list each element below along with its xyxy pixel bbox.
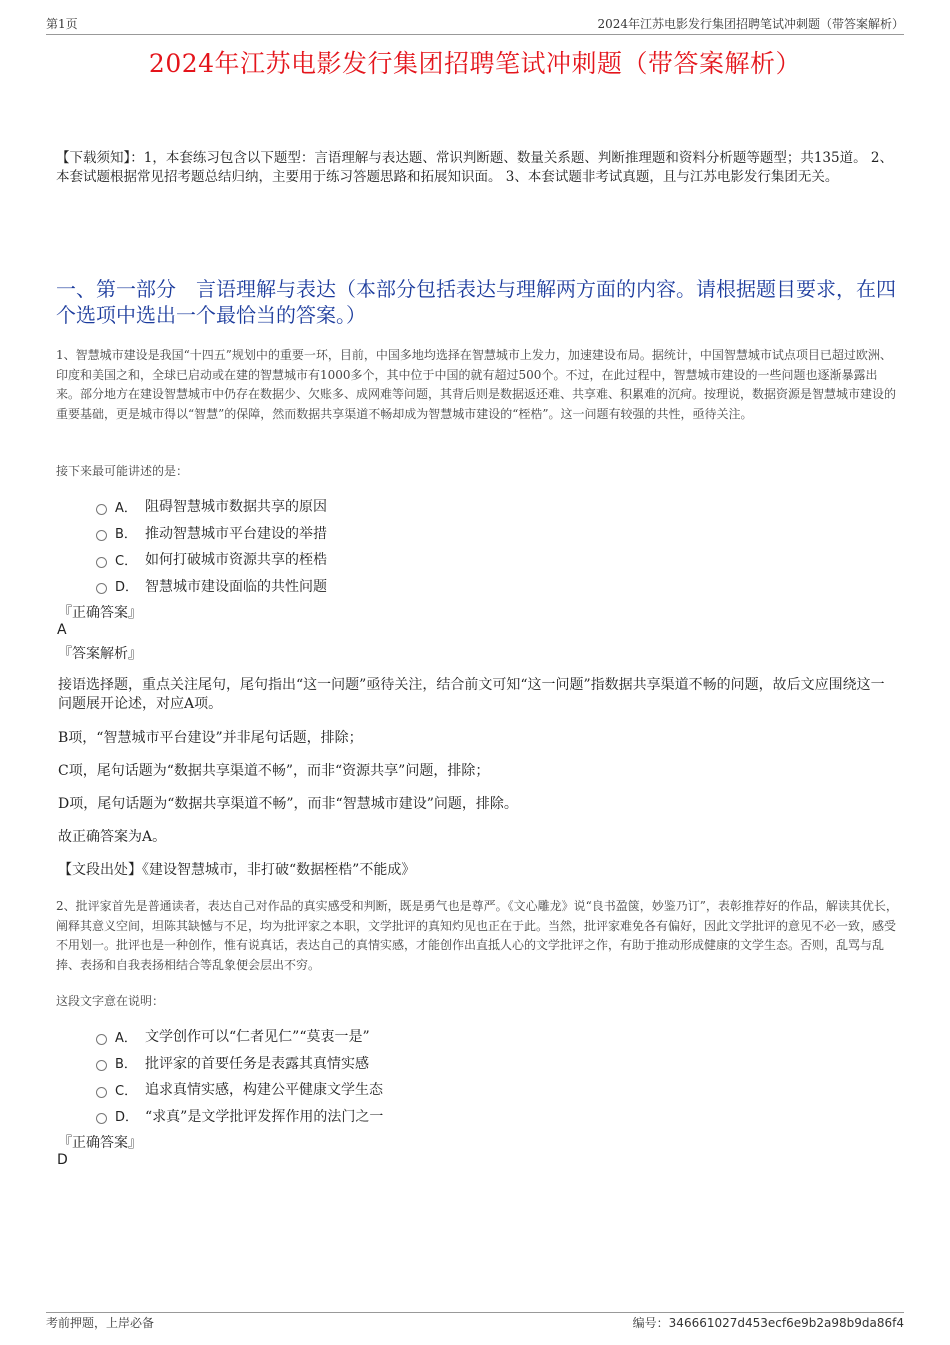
option-b[interactable]: B． 推动智慧城市平台建设的举措 bbox=[96, 520, 327, 547]
option-text: “求真”是文学批评发挥作用的法门之一 bbox=[145, 1108, 384, 1125]
option-text: 文学创作可以“仁者见仁”“莫衷一是” bbox=[145, 1029, 370, 1046]
radio-button[interactable] bbox=[96, 530, 107, 541]
radio-button[interactable] bbox=[96, 1087, 107, 1098]
footer-slogan: 考前押题，上岸必备 bbox=[46, 1316, 155, 1330]
option-a[interactable]: A． 文学创作可以“仁者见仁”“莫衷一是” bbox=[96, 1023, 383, 1050]
analysis-paragraph: C项，尾句话题为“数据共享渠道不畅”，而非“资源共享”问题，排除； bbox=[58, 763, 490, 779]
option-text: 推动智慧城市平台建设的举措 bbox=[145, 525, 327, 542]
analysis-paragraph: 故正确答案为A。 bbox=[58, 829, 167, 845]
option-text: 如何打破城市资源共享的桎梏 bbox=[145, 552, 327, 569]
footer-doc-code bbox=[633, 1314, 904, 1331]
radio-button[interactable] bbox=[96, 504, 107, 515]
analysis-paragraph: 接语选择题，重点关注尾句，尾句指出“这一问题”亟待关注，结合前文可知“这一问题”指数据共享渠道不畅的问题，故后文应围绕这一问题展开论述，对应A项。 bbox=[58, 677, 885, 712]
radio-button[interactable] bbox=[96, 557, 107, 568]
answer-label: 『正确答案』 bbox=[58, 605, 142, 621]
option-d[interactable]: D． 智慧城市建设面临的共性问题 bbox=[96, 573, 327, 600]
answer-value: D bbox=[57, 1152, 68, 1168]
code-value: 346661027d453ecf6e9b2a98b9da86f4 bbox=[668, 1316, 904, 1330]
page-header bbox=[46, 14, 904, 35]
section-title: 一、第一部分 言语理解与表达（本部分包括表达与理解两方面的内容。请根据题目要求，在四个选项中选出一个最恰当的答案。） bbox=[56, 277, 896, 327]
option-text: 阻碍智慧城市数据共享的原因 bbox=[145, 499, 327, 516]
option-d[interactable]: D． “求真”是文学批评发挥作用的法门之一 bbox=[96, 1103, 383, 1130]
analysis-label: 『答案解析』 bbox=[58, 646, 142, 662]
analysis-paragraph: B项，“智慧城市平台建设”并非尾句话题，排除； bbox=[58, 730, 363, 746]
option-b[interactable]: B． 批评家的首要任务是表露其真情实感 bbox=[96, 1050, 383, 1077]
page-number: 第1页 bbox=[46, 17, 78, 31]
option-text: 追求真情实感，构建公平健康文学生态 bbox=[145, 1082, 383, 1099]
radio-button[interactable] bbox=[96, 1034, 107, 1045]
page-title: 2024年江苏电影发行集团招聘笔试冲刺题（带答案解析） bbox=[148, 49, 802, 78]
code-label: 编号： bbox=[632, 1316, 669, 1330]
option-c[interactable]: C． 如何打破城市资源共享的桎梏 bbox=[96, 546, 327, 573]
option-text: 批评家的首要任务是表露其真情实感 bbox=[145, 1055, 369, 1072]
footer-divider bbox=[46, 1312, 904, 1313]
radio-button[interactable] bbox=[96, 1113, 107, 1124]
question-1-ask: 接下来最可能讲述的是： bbox=[56, 464, 189, 478]
option-c[interactable]: C． 追求真情实感，构建公平健康文学生态 bbox=[96, 1076, 383, 1103]
option-a[interactable]: A． 阻碍智慧城市数据共享的原因 bbox=[96, 493, 327, 520]
analysis-paragraph: D项，尾句话题为“数据共享渠道不畅”，而非“智慧城市建设”问题，排除。 bbox=[58, 796, 518, 812]
question-2-options bbox=[96, 1023, 383, 1129]
question-2-text: 2、批评家首先是普通读者，表达自己对作品的真实感受和判断，既是勇气也是尊严。《文心雕龙》说“良书盈箧，妙鉴乃订”，表彰推荐好的作品，解读其优长，阐释其意义空间，坦陈其缺憾与不足，均为批评家之本职，文学批评的真知灼见也正在于此。当然，批评家难免各有偏好，因此文学批评的意见不必一致，感受不用划一。批评也是一种创作，惟有说真话，表达自己的真情实感，才能创作出直抵人心的文学批评之作，有助于推动形成健康的文学生态。否则，乱骂与乱捧、表扬和自我表扬相结合等乱象便会层出不穷。 bbox=[56, 899, 898, 972]
question-1-text: 1、智慧城市建设是我国“十四五”规划中的重要一环，目前，中国多地均选择在智慧城市上发力，加速建设布局。据统计，中国智慧城市试点项目已超过欧洲、印度和美国之和，全球已启动或在建的智慧城市有1000多个，其中位于中国的就有超过500个。不过，在此过程中，智慧城市建设的一些问题也逐渐暴露出来。部分地方在建设智慧城市中仍存在数据少、欠账多、成网难等问题，其背后则是数据返还难、共享难、积累难的沉疴。按理说，数据资源是智慧城市建设的重要基础，更是城市得以“智慧”的保障，然而数据共享渠道不畅却成为智慧城市建设的“桎梏”。这一问题有较强的共性，亟待关注。 bbox=[56, 348, 897, 421]
radio-button[interactable] bbox=[96, 1060, 107, 1071]
header-doc-title: 2024年江苏电影发行集团招聘笔试冲刺题（带答案解析） bbox=[597, 17, 904, 31]
answer-label: 『正确答案』 bbox=[58, 1135, 142, 1151]
radio-button[interactable] bbox=[96, 583, 107, 594]
download-notice: 【下载须知】：1，本套练习包含以下题型：言语理解与表达题、常识判断题、数量关系题、判断推理题和资料分析题等题型；共135道。 2、本套试题根据常见招考题总结归纳，主要用于练习答题思路和拓展知识面。 3、本套试题非考试真题，且与江苏电影发行集团无关。 bbox=[56, 150, 893, 185]
answer-value: A bbox=[57, 622, 67, 638]
question-2-ask: 这段文字意在说明： bbox=[56, 994, 165, 1008]
source-note: 【文段出处】《建设智慧城市，非打破“数据桎梏”不能成》 bbox=[58, 862, 416, 878]
question-1-options bbox=[96, 493, 327, 599]
option-text: 智慧城市建设面临的共性问题 bbox=[145, 578, 327, 595]
